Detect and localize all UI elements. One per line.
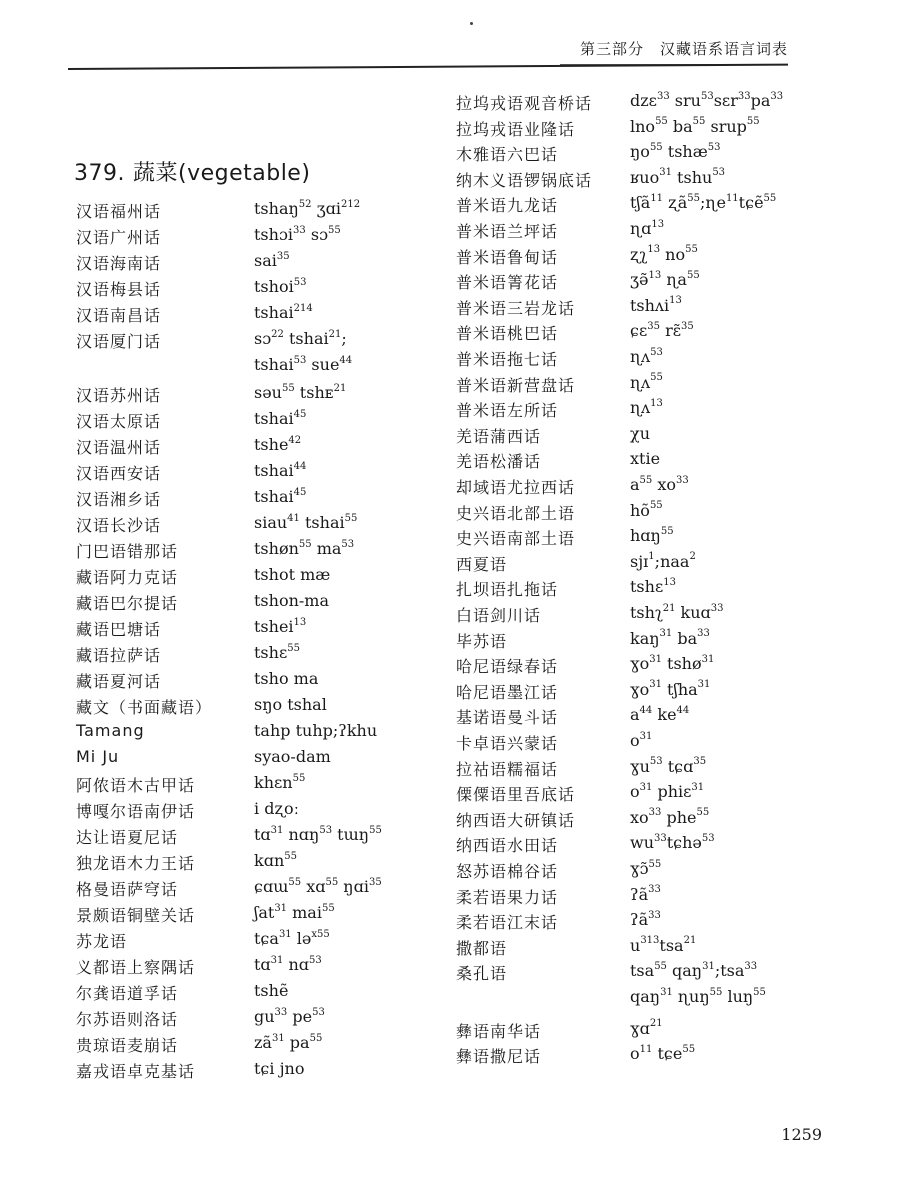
word-form: $o^{31}$ phiɛ$^{31}$ [630,781,705,802]
word-form: ɣɔ̃$^{55}$ [630,858,662,878]
word-form: tshai$^{53}$ sue$^{44}$ [254,354,353,374]
word-form: tshai$^{214}$ [254,302,313,322]
word-form: $o^{31}$ [630,730,653,750]
word-form: tɑ$^{31}$ nɑŋ$^{53}$ tɯŋ$^{55}$ [254,824,382,844]
word-form: sɔ$^{22}$ tshai$^{21}$; [254,328,347,348]
word-form: lno$^{55}$ $ba^{55}$ srup$^{55}$ [630,116,760,136]
word-form: tshai$^{45}$ [254,486,307,506]
language-name: 纳西语水田话 [456,836,559,856]
word-form: hɑŋ$^{55}$ [630,525,674,546]
word-form: tshai$^{45}$ [254,408,307,428]
word-form: siau$^{41}$ tshai$^{55}$ [254,512,358,532]
word-form: ɳʌ$^{53}$ [630,346,663,366]
language-name: 贵琼语麦崩话 [76,1036,179,1055]
language-name: 普米语箐花话 [456,273,559,293]
language-name: 嘉戎语卓克基话 [76,1062,196,1081]
language-name: 白语剑川话 [456,606,542,625]
word-form: sŋo tshal [254,695,327,714]
language-name: 门巴语错那话 [76,542,179,561]
language-name: 毕苏语 [456,631,508,651]
word-form: ɣo$^{31}$ tʃha$^{31}$ [630,679,711,699]
language-name: 汉语梅县话 [76,280,162,299]
language-name: 羌语松潘话 [456,452,542,472]
language-name: 纳木义语锣锅底话 [456,170,593,190]
language-name: 汉语湘乡话 [76,490,162,509]
word-form: tshẽ [254,981,289,1000]
language-name: 史兴语北部土语 [456,503,576,523]
word-form: $o^{11}$ tɕe$^{55}$ [630,1043,696,1064]
language-name: 普米语兰坪话 [456,222,559,241]
language-name: 汉语西安话 [76,464,162,483]
word-form: i dʐoː [254,799,300,818]
word-form: səu$^{55}$ tshᴇ$^{21}$ [254,382,347,402]
language-name: 柔若语果力话 [456,887,559,907]
word-form: tʃã$^{11}$ ʐã$^{55}$;ɳe$^{11}$tɕẽ$^{55}$ [630,193,777,213]
language-name: 格曼语萨穹话 [76,880,179,899]
word-form: ɣu$^{53}$ tɕɑ$^{35}$ [630,756,707,776]
language-name: 拉坞戎语业隆话 [456,119,576,139]
language-name: 普米语左所话 [456,401,559,421]
language-name: Mi Ju [76,747,120,766]
language-name: 汉语广州话 [76,228,162,247]
language-name: 羌语蒲西话 [456,426,542,446]
language-name: 景颇语铜壁关话 [76,906,196,925]
language-name: 拉坞戎语观音桥话 [456,94,593,113]
language-name: 藏语夏河话 [76,672,162,691]
word-form: tshon-ma [254,591,329,610]
word-form: tshɛ$^{13}$ [630,577,676,597]
word-form: tshɛ$^{55}$ [254,642,300,662]
word-form: ʔã$^{33}$ [630,884,661,904]
word-form: $a^{44}$ $ke^{44}$ [630,705,690,725]
word-form: khɛn$^{55}$ [254,772,306,792]
language-name: 尔苏语则洛话 [76,1010,179,1029]
word-form: $gu^{33}$ $pe^{53}$ [254,1006,325,1026]
language-name: 藏语巴塘话 [76,620,162,639]
language-name: 藏语阿力克话 [76,568,179,587]
word-form: $zã^{31}$ $pa^{55}$ [254,1032,323,1052]
word-form: tɕa$^{31}$ lə$^{x55}$ [254,928,330,948]
language-name: 藏语巴尔提话 [76,594,179,613]
word-form: tshei$^{13}$ [254,616,307,636]
language-name: 汉语南昌话 [76,306,162,325]
language-name: 怒苏语棉谷话 [456,862,559,881]
word-form: $wu^{33}tɕhə^{53}$ [630,833,715,853]
word-form: tshɔi$^{33}$ sɔ$^{55}$ [254,224,341,244]
language-name: 卡卓语兴蒙话 [456,734,559,753]
language-name: 普米语三岩龙话 [456,298,576,318]
language-name: 西夏语 [456,554,508,574]
word-form: $xo^{33}$ phe$^{55}$ [630,807,710,827]
word-form: tshe$^{42}$ [254,434,302,454]
entry-gloss: 蔬菜(vegetable) [132,161,311,186]
language-name: 史兴语南部土语 [456,529,576,549]
language-name: 哈尼语墨江话 [456,682,559,702]
word-form: ɕɛ$^{35}$ rɛ̃$^{35}$ [630,321,694,341]
language-name: 汉语温州话 [76,438,162,457]
word-form: tshai$^{44}$ [254,460,307,480]
word-form: qaŋ$^{31}$ ɳuŋ$^{55}$ luŋ$^{55}$ [630,986,766,1006]
word-form: tshʌi$^{13}$ [630,295,682,315]
language-name: 木雅语六巴话 [456,145,559,165]
word-form: tahp tuhp;ʔkhu [254,721,378,740]
word-form: kaŋ$^{31}$ $ba^{33}$ [630,628,710,648]
language-name: 尔龚语道孚话 [76,984,179,1003]
word-form: tshoi$^{53}$ [254,276,307,296]
header-rule-thick [68,64,788,70]
word-form: tɕi jno [254,1059,305,1078]
word-form: dzɛ$^{33}$ $sru^{53}sɛr^{33}pa^{33}$ [630,90,784,110]
language-name: 彝语南华话 [456,1021,542,1041]
language-name: 普米语鲁甸话 [456,247,559,267]
language-name: 桑孔语 [456,964,508,984]
word-form: tshaŋ$^{52}$ ʒɑi$^{212}$ [254,198,361,218]
language-name: 汉语厦门话 [76,332,162,351]
language-name: 独龙语木力王话 [76,854,196,873]
word-form: ʐʅ$^{13}$ $no^{55}$ [630,244,698,264]
language-name: 汉语苏州话 [76,386,162,405]
left-word-column [76,199,456,1089]
right-word-column [456,91,816,1091]
word-form: ʁuo$^{31}$ tshu$^{53}$ [630,167,726,187]
language-name: 普米语拖七话 [456,350,559,369]
word-form: $a^{55}$ $xo^{33}$ [630,474,689,494]
word-form: tsa$^{55}$ qaŋ$^{31}$;tsa$^{33}$ [630,961,758,981]
word-form: ʔã$^{33}$ [630,909,661,930]
language-name: 傈僳语里吾底话 [456,785,576,805]
language-name: 拉祜语糯福话 [456,759,559,779]
language-name: 藏文（书面藏语） [76,698,213,717]
language-name: 哈尼语绿春话 [456,657,559,677]
word-form: ʃat$^{31}$ mai$^{55}$ [254,902,335,922]
word-form: ɳʌ$^{13}$ [630,397,663,418]
language-name: 博嘎尔语南伊话 [76,802,196,821]
word-form: $hõ^{55}$ [630,500,663,520]
language-name: 基诺语曼斗话 [456,708,559,728]
language-name: 扎坝语扎拖话 [456,580,559,600]
language-name: 纳西语大研镇话 [456,810,576,830]
language-name: 汉语太原话 [76,412,162,431]
word-form: tshøn$^{55}$ $ma^{53}$ [254,538,355,558]
word-form: tshot mæ [254,565,331,584]
language-name: 汉语福州话 [76,202,162,221]
running-header: 第三部分 汉藏语系语言词表 [579,40,788,58]
language-name: 藏语拉萨话 [76,646,162,665]
word-form: χu [630,423,650,443]
word-form: tɑ$^{31}$ nɑ$^{53}$ [254,954,322,974]
word-form: ɕɑɯ$^{55}$ xɑ$^{55}$ ŋɑi$^{35}$ [254,876,382,896]
language-name: 柔若语江末话 [456,913,559,933]
language-name: 却域语尤拉西话 [456,478,576,497]
word-form: $ŋo^{55}$ tshæ$^{53}$ [630,141,721,162]
language-name: 撒都语 [456,938,508,958]
language-name: 汉语海南话 [76,254,162,273]
word-form: tsho ma [254,669,319,688]
page-number: 1259 [781,1125,822,1144]
word-form: syao-dam [254,747,331,766]
word-form: ɣɑ$^{21}$ [630,1018,663,1038]
scan-speck [470,22,473,25]
entry-title [74,156,310,187]
word-form: ɳʌ$^{55}$ [630,372,663,392]
language-name: 普米语新营盘话 [456,375,576,395]
language-name: 彝语撒尼话 [456,1047,542,1067]
word-form: kɑn$^{55}$ [254,850,297,870]
word-form: ɳɑ$^{13}$ [630,218,665,238]
word-form: $u^{313}tsa^{21}$ [630,935,697,955]
language-name: 达让语夏尼话 [76,828,179,847]
word-form: ʒə̃$^{13}$ ɳa$^{55}$ [630,269,700,290]
language-name: 阿侬语木古甲话 [76,776,196,795]
word-form: ɣo$^{31}$ tshø$^{31}$ [630,653,715,674]
language-name: 普米语桃巴话 [456,324,559,344]
word-form: sjɪ$^1$;naa$^2$ [630,551,696,571]
entry-number: 379. [74,161,125,186]
word-form: xtie [630,449,661,469]
language-name: 汉语长沙话 [76,516,162,535]
language-name: 苏龙语 [76,932,128,951]
word-form: tshʅ$^{21}$ kuɑ$^{33}$ [630,602,724,622]
language-name: Tamang [76,721,145,740]
language-name: 普米语九龙话 [456,196,559,216]
word-form: sai$^{35}$ [254,250,290,270]
language-name: 义都语上察隅话 [76,958,196,977]
